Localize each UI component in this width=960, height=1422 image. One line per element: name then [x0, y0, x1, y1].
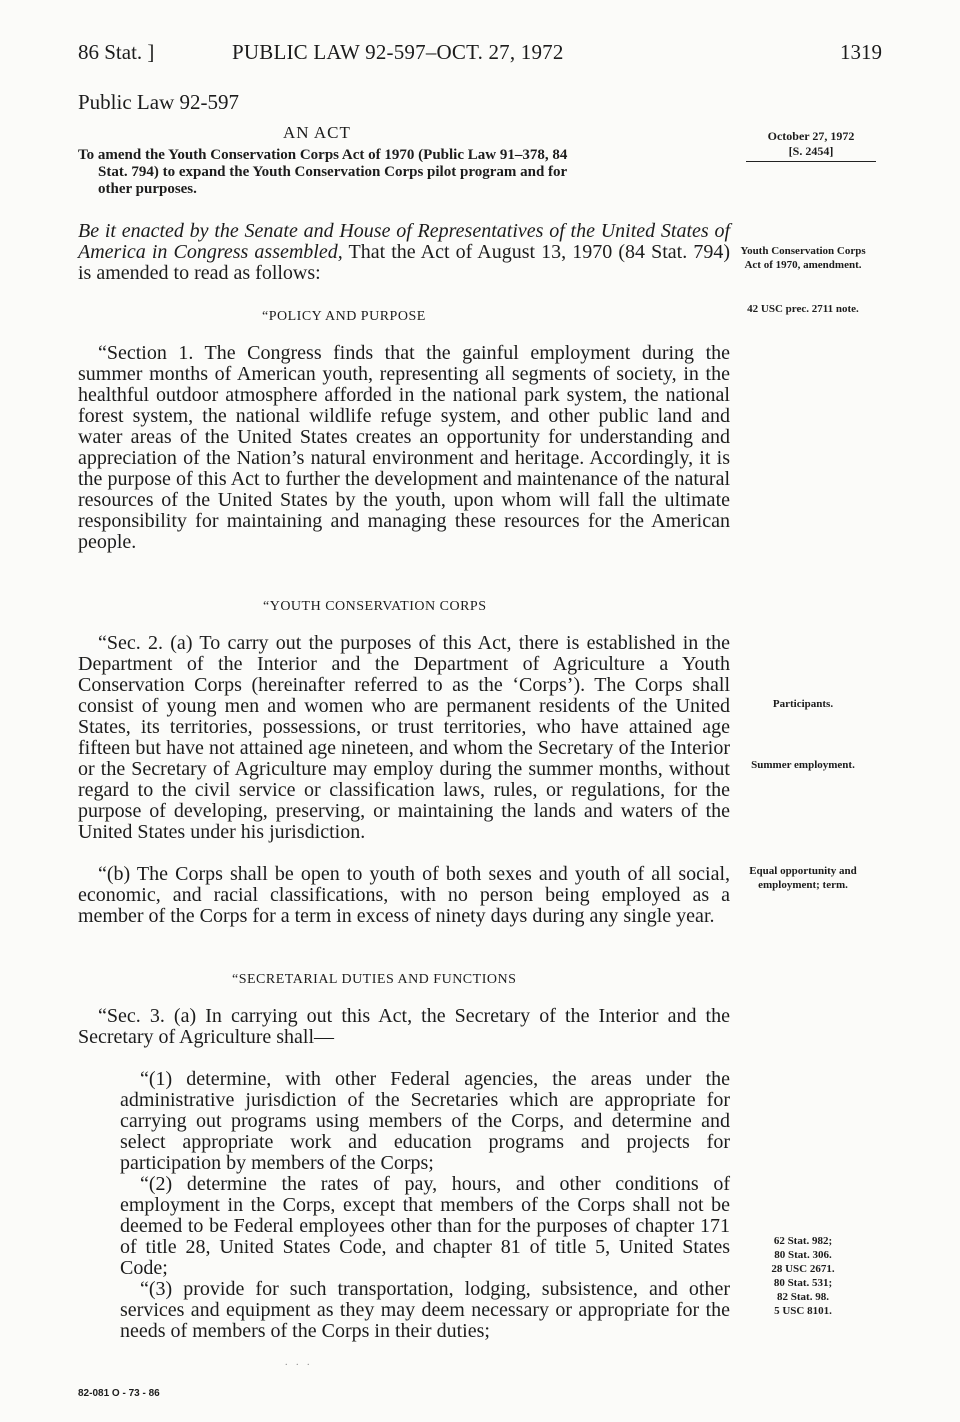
long-title-line-1: To amend the Youth Conservation Corps Act of 1970 (Public Law 91–378, 84 [78, 147, 568, 163]
date-margin-note [746, 129, 876, 162]
enacting-clause-text: That the Act of August 13, 1970 (84 Stat. 794) is amended to read as follows: [78, 241, 730, 284]
margin-note-citations [738, 1234, 868, 1318]
enacting-clause-italic: Be it enacted by the Senate and House of Representatives of the United States of America in Congress assembled, [78, 220, 730, 263]
bill-number: [S. 2454] [788, 144, 834, 158]
running-header-left: 86 Stat. ] [78, 40, 155, 64]
paragraph-2: “(2) determine the rates of pay, hours, and other conditions of employment in the Corps, except that members of the Corps shall not be deemed to be Federal employees other than for the purposes of chapter 171 of title 28, United States Code, and chapter 81 of title 5, United States Code; [120, 1173, 730, 1279]
heading-policy-purpose: “POLICY AND PURPOSE [262, 309, 426, 324]
margin-note-equal: Equal opportunity and employment; term. [749, 865, 857, 891]
paragraph-1: “(1) determine, with other Federal agencies, the areas under the administrative jurisdiction of the Secretaries which are appropriate for carrying out programs using members of the Corps, and determine and select appropriate work and education programs and projects for participation by members of the Corps; [120, 1068, 730, 1174]
citation-4: 80 Stat. 531; [773, 1277, 833, 1289]
paragraph-3: “(3) provide for such transportation, lodging, subsistence, and other services and equipment as they may deem necessary or appropriate for the needs of members of the Corps in their duties; [120, 1278, 730, 1342]
page-number: 1319 [840, 40, 882, 64]
section-3a-text: “Sec. 3. (a) In carrying out this Act, the Secretary of the Interior and the Secretary of Agriculture shall— [78, 1005, 730, 1048]
margin-note-youth-act: Youth Conservation Corps Act of 1970, amendment. [740, 245, 866, 271]
running-header-title: PUBLIC LAW 92-597–OCT. 27, 1972 [232, 40, 564, 64]
print-footer: 82-081 O - 73 - 86 [78, 1388, 160, 1399]
act-long-title [78, 147, 736, 198]
section-2b-text: “(b) The Corps shall be open to youth of both sexes and youth of all social, economic, and racial classifications, with no person being employed as a member of the Corps for a term in excess of ninety days during any single year. [78, 863, 730, 927]
margin-note-participants: Participants. [772, 698, 834, 710]
margin-note-usc: 42 USC prec. 2711 note. [747, 303, 859, 315]
enacting-clause [78, 221, 730, 284]
long-title-line-2: Stat. 794) to expand the Youth Conservation Corps pilot program and for [98, 164, 568, 180]
law-title: Public Law 92-597 [78, 90, 239, 114]
enactment-date: October 27, 1972 [767, 129, 855, 143]
citation-1: 62 Stat. 982; [773, 1235, 833, 1247]
margin-note-summer: Summer employment. [751, 759, 855, 771]
an-act-heading: AN ACT [283, 123, 351, 142]
long-title-line-3: other purposes. [98, 181, 197, 197]
section-1-text: “Section 1. The Congress finds that the gainful employment during the summer months of American youth, representing all segments of society, in the healthful outdoor atmosphere afforded in the national park system, the national forest system, the national wildlife refuge system, and other public land and water areas of the United States creates an opportunity for understanding and appreciation of the Nation’s natural environment and heritage. Accordingly, it is the purpose of this Act to further the development and maintenance of the natural resources of the United States by the youth, upon whom will fall the ultimate responsibility for maintaining and managing these resources for the American people. [78, 342, 730, 553]
citation-2: 80 Stat. 306. [774, 1249, 832, 1261]
heading-youth-conservation-corps: “YOUTH CONSERVATION CORPS [263, 599, 487, 614]
section-2a-text: “Sec. 2. (a) To carry out the purposes of this Act, there is established in the Department of the Interior and the Department of Agriculture a Youth Conservation Corps (hereinafter referred to as the ‘Corps’). The Corps shall consist of young men and women who are permanent residents of the United States, its territories, possessions, or trust territories, who have attained age fifteen but have not attained age nineteen, and whom the Secretary of the Interior or the Secretary of Agriculture may employ during the summer months, without regard to the civil service or classification laws, rules, or regulations, for the purpose of developing, preserving, or maintaining the lands and waters of the United States under his jurisdiction. [78, 632, 730, 843]
heading-secretarial-duties: “SECRETARIAL DUTIES AND FUNCTIONS [232, 972, 517, 987]
citation-5: 82 Stat. 98. [777, 1291, 829, 1303]
citation-3: 28 USC 2671. [771, 1263, 835, 1275]
citation-6: 5 USC 8101. [774, 1305, 832, 1317]
decorative-dots: . . . [285, 1357, 313, 1368]
